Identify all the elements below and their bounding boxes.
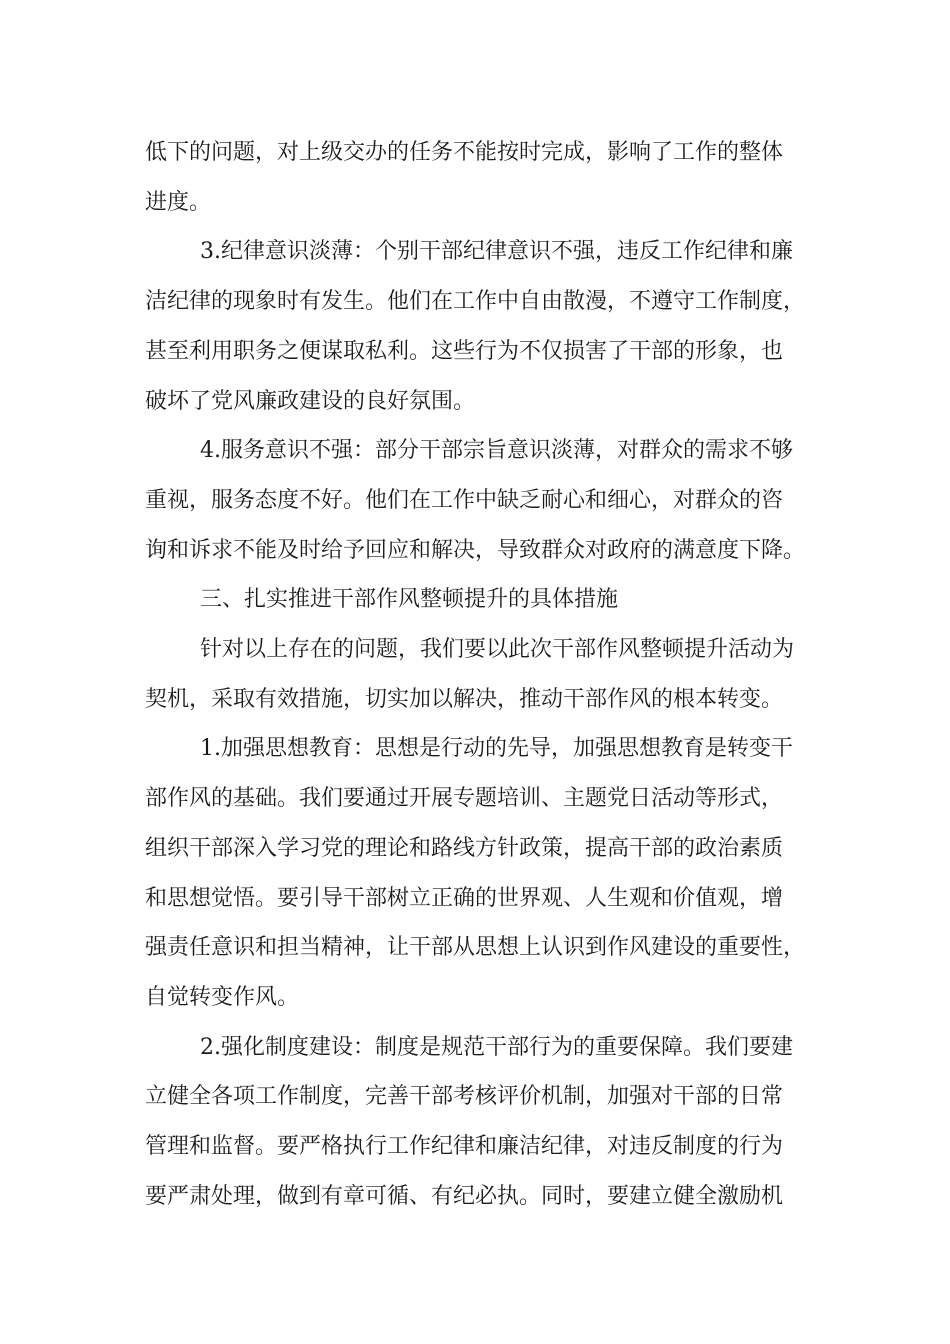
paragraph-start: 针对以上存在的问题，我们要以此次干部作风整顿提升活动为 <box>200 637 795 663</box>
text-line: 进度。 <box>145 189 212 215</box>
list-item-heading: 2.强化制度建设：制度是规范干部行为的重要保障。我们要建 <box>200 1034 793 1060</box>
list-item-heading: 4.服务意识不强：部分干部宗旨意识淡薄，对群众的需求不够 <box>200 438 793 464</box>
section-heading: 三、扎实推进干部作风整顿提升的具体措施 <box>200 587 619 613</box>
text-line: 管理和监督。要严格执行工作纪律和廉洁纪律，对违反制度的行为 <box>145 1134 784 1160</box>
list-item-heading: 1.加强思想教育：思想是行动的先导，加强思想教育是转变干 <box>200 736 793 762</box>
document-body <box>145 128 820 1221</box>
text-line: 强责任意识和担当精神，让干部从思想上认识到作风建设的重要性， <box>145 935 806 961</box>
text-line: 破坏了党风廉政建设的良好氛围。 <box>145 388 476 414</box>
text-line: 组织干部深入学习党的理论和路线方针政策，提高干部的政治素质 <box>145 835 784 861</box>
text-line: 立健全各项工作制度，完善干部考核评价机制，加强对干部的日常 <box>145 1084 784 1110</box>
text-line: 询和诉求不能及时给予回应和解决，导致群众对政府的满意度下降。 <box>145 537 806 563</box>
text-line: 低下的问题，对上级交办的任务不能按时完成，影响了工作的整体 <box>145 140 784 165</box>
text-line: 自觉转变作风。 <box>145 984 300 1010</box>
text-line: 洁纪律的现象时有发生。他们在工作中自由散漫，不遵守工作制度， <box>145 289 806 315</box>
text-line: 重视，服务态度不好。他们在工作中缺乏耐心和细心，对群众的咨 <box>145 487 784 513</box>
text-line: 部作风的基础。我们要通过开展专题培训、主题党日活动等形式， <box>145 786 784 812</box>
text-line: 甚至利用职务之便谋取私利。这些行为不仅损害了干部的形象，也 <box>145 338 784 364</box>
text-line: 和思想觉悟。要引导干部树立正确的世界观、人生观和价值观，增 <box>145 885 784 911</box>
text-line: 要严肃处理，做到有章可循、有纪必执。同时，要建立健全激励机 <box>145 1183 784 1209</box>
list-item-heading: 3.纪律意识淡薄：个别干部纪律意识不强，违反工作纪律和廉 <box>200 239 793 265</box>
text-line: 契机，采取有效措施，切实加以解决，推动干部作风的根本转变。 <box>145 686 784 712</box>
